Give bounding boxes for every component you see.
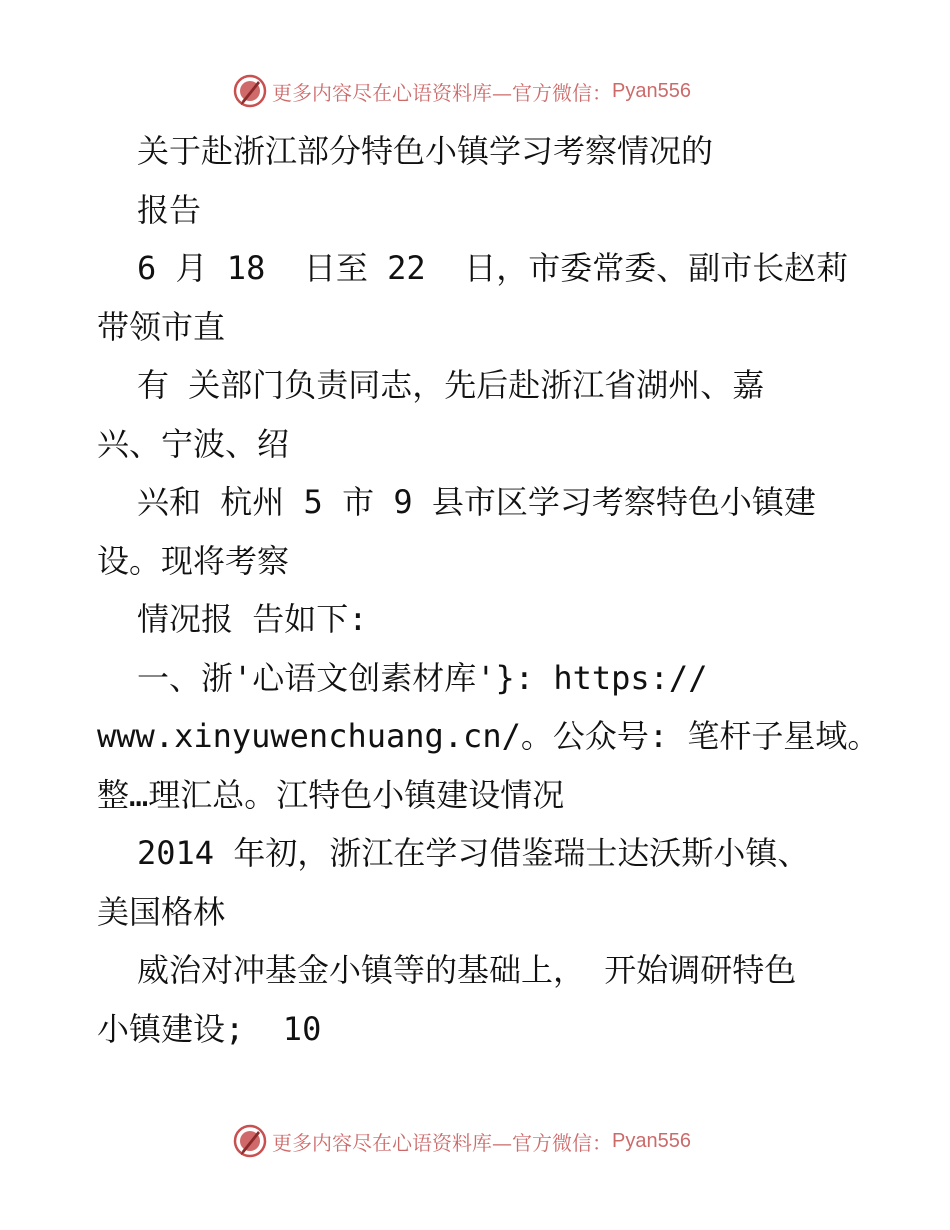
quill-seal-icon (232, 73, 268, 109)
watermark-text: 更多内容尽在心语资料库—官方微信： (272, 1130, 612, 1155)
text-line: 美国格林 (97, 892, 226, 931)
watermark-banner-bottom (232, 1121, 732, 1161)
text-line: 情况报 告如下: (137, 600, 368, 638)
text-line: 2014 年初，浙江在学习借鉴瑞士达沃斯小镇、 (137, 834, 810, 872)
text-line: 整…理汇总。江特色小镇建设情况 (97, 775, 565, 814)
document-body (97, 122, 880, 1058)
watermark-text: 更多内容尽在心语资料库—官方微信： (272, 80, 612, 105)
text-line: 带领市直 (97, 307, 226, 346)
text-line: 设。现将考察 (97, 541, 290, 580)
text-line: 兴、宁波、绍 (97, 424, 290, 463)
text-line: 报告 (137, 190, 202, 229)
text-line: 有 关部门负责同志，先后赴浙江省湖州、嘉 (137, 366, 765, 404)
watermark-banner-top (232, 71, 732, 111)
watermark-wechat-id: Pyan556 (612, 1129, 691, 1152)
text-line: www.xinyuwenchuang.cn/。公众号: 笔杆子星域。 (97, 717, 880, 755)
quill-seal-icon (232, 1123, 268, 1159)
text-line: 小镇建设; 10 (97, 1009, 322, 1048)
text-line: 关于赴浙江部分特色小镇学习考察情况的 (137, 132, 714, 170)
text-line: 6 月 18 日至 22 日，市委常委、副市长赵莉 (137, 249, 849, 287)
watermark-wechat-id: Pyan556 (612, 79, 691, 102)
text-line: 一、浙'心语文创素材库'}: https:// (137, 658, 708, 697)
text-line: 威治对冲基金小镇等的基础上， 开始调研特色 (137, 951, 797, 989)
text-line: 兴和 杭州 5 市 9 县市区学习考察特色小镇建 (137, 483, 816, 521)
